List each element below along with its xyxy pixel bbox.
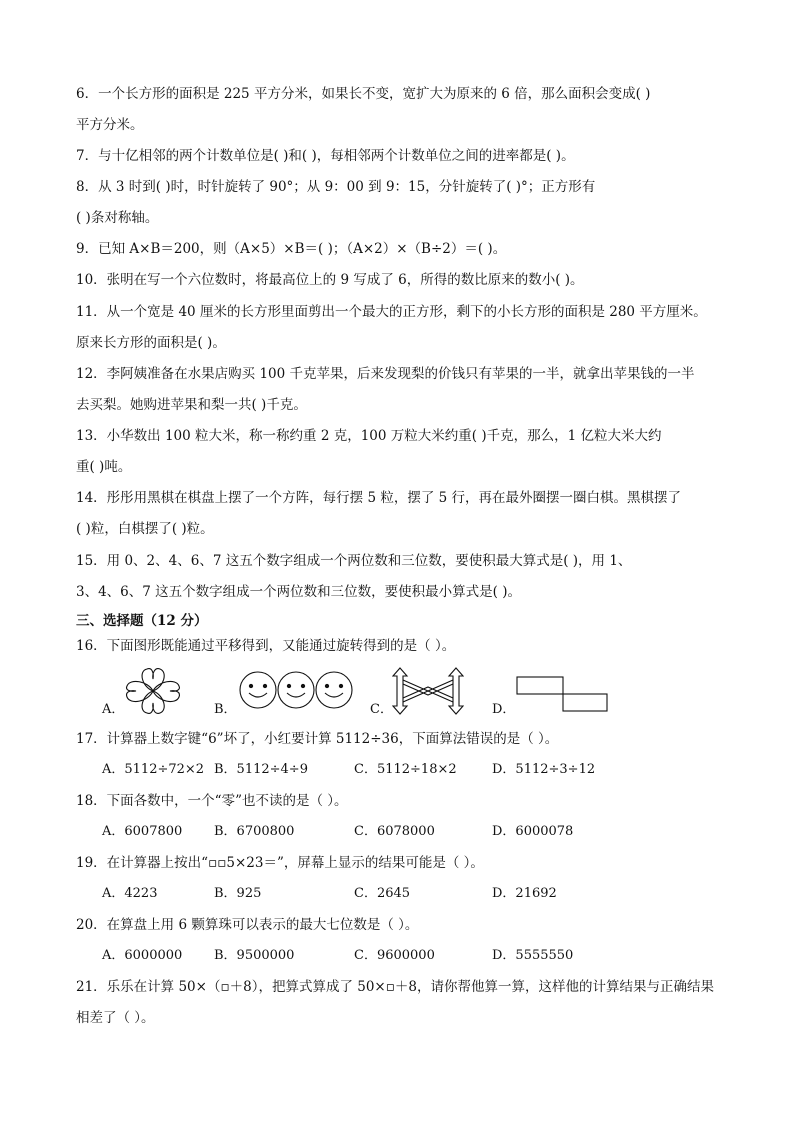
- q16-option-b-label: B．: [214, 702, 237, 717]
- section-3-title: 三、选择题（12 分）: [76, 613, 208, 629]
- q8-line2: ( )条对称轴。: [76, 210, 159, 226]
- q18-option-d: D．6000078: [492, 824, 574, 839]
- offset-rectangles-figure: [516, 676, 608, 712]
- q16-stem: 16．下面图形既能通过平移得到，又能通过旋转得到的是（ ）。: [76, 638, 456, 654]
- q15-line1: 15．用 0、2、4、6、7 这五个数字组成一个两位数和三位数，要使积最大算式是( )，用 1、: [76, 553, 632, 569]
- q9-line1: 9．已知 A×B＝200，则（A×5）×B＝( )；（A×2）×（B÷2）＝( )。: [76, 241, 507, 257]
- q14-line1: 14．彤彤用黑棋在棋盘上摆了一个方阵，每行摆 5 粒，摆了 5 行，再在最外圈摆一圈白棋。黑棋摆了: [76, 490, 682, 506]
- q10-line1: 10．张明在写一个六位数时，将最高位上的 9 写成了 6，所得的数比原来的数小( )。: [76, 272, 584, 288]
- q12-line2: 去买梨。她购进苹果和梨一共( )千克。: [76, 397, 307, 413]
- q21-line1: 21．乐乐在计算 50×（▫＋8），把算式算成了 50×▫＋8，请你帮他算一算，这样他的计算结果与正确结果: [76, 979, 714, 995]
- double-arrow-figure: [392, 666, 464, 716]
- q17-stem: 17．计算器上数字键“6”坏了，小红要计算 5112÷36，下面算法错误的是（ ）。: [76, 731, 559, 747]
- three-smiley-faces-figure: [238, 670, 356, 710]
- q20-stem: 20．在算盘上用 6 颗算珠可以表示的最大七位数是（ ）。: [76, 917, 419, 933]
- q16-option-d-label: D．: [492, 702, 516, 717]
- q13-line1: 13．小华数出 100 粒大米，称一称约重 2 克，100 万粒大米约重( )千克，那么，1 亿粒大米大约: [76, 428, 662, 444]
- q12-line1: 12．李阿姨准备在水果店购买 100 千克苹果，后来发现梨的价钱只有苹果的一半，就拿出苹果钱的一半: [76, 366, 695, 382]
- q19-option-a: A．4223: [102, 886, 158, 901]
- q17-option-b: B．5112÷4÷9: [214, 762, 308, 777]
- q21-line2: 相差了（ ）。: [76, 1010, 155, 1026]
- q18-option-b: B．6700800: [214, 824, 295, 839]
- q18-option-a: A．6007800: [102, 824, 183, 839]
- q19-stem: 19．在计算器上按出“▫▫5×23＝”，屏幕上显示的结果可能是（ ）。: [76, 855, 484, 871]
- q19-option-d: D．21692: [492, 886, 557, 901]
- four-leaf-clover-figure: [122, 665, 184, 717]
- q20-option-a: A．6000000: [102, 948, 183, 963]
- q15-line2: 3、4、6、7 这五个数字组成一个两位数和三位数，要使积最小算式是( )。: [76, 584, 521, 600]
- q17-option-d: D．5112÷3÷12: [492, 762, 596, 777]
- q13-line2: 重( )吨。: [76, 459, 132, 475]
- q20-option-b: B．9500000: [214, 948, 295, 963]
- q16-option-a-label: A．: [102, 702, 125, 717]
- q6-line2: 平方分米。: [76, 117, 144, 133]
- q17-option-c: C．5112÷18×2: [354, 762, 457, 777]
- q11-line1: 11．从一个宽是 40 厘米的长方形里面剪出一个最大的正方形，剩下的小长方形的面积是 280 平方厘米。: [76, 304, 707, 320]
- q16-option-c-label: C．: [370, 702, 393, 717]
- q19-option-b: B．925: [214, 886, 262, 901]
- q7-line1: 7．与十亿相邻的两个计数单位是( )和( )，每相邻两个计数单位之间的进率都是( )。: [76, 148, 575, 164]
- q8-line1: 8．从 3 时到( )时，时针旋转了 90°；从 9：00 到 9：15，分针旋转了( )°；正方形有: [76, 179, 596, 195]
- q6-line1: 6．一个长方形的面积是 225 平方分米，如果长不变，宽扩大为原来的 6 倍，那么面积会变成( ): [76, 86, 651, 102]
- q19-option-c: C．2645: [354, 886, 411, 901]
- q18-option-c: C．6078000: [354, 824, 435, 839]
- q18-stem: 18．下面各数中，一个“零”也不读的是（ ）。: [76, 793, 348, 809]
- q20-option-c: C．9600000: [354, 948, 435, 963]
- q17-option-a: A．5112÷72×2: [102, 762, 205, 777]
- q11-line2: 原来长方形的面积是( )。: [76, 335, 226, 351]
- q14-line2: ( )粒，白棋摆了( )粒。: [76, 521, 214, 537]
- q20-option-d: D．5555550: [492, 948, 574, 963]
